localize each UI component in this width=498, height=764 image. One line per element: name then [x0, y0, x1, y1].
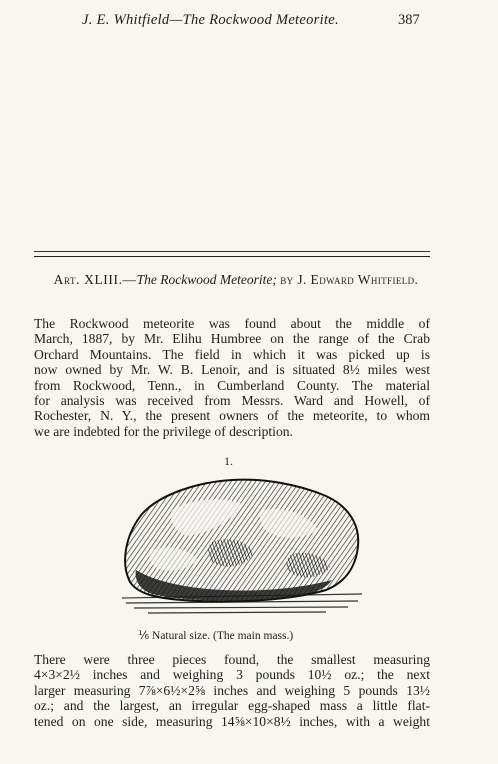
paragraph-intro	[34, 316, 430, 439]
section-rule-top	[34, 251, 430, 252]
paragraph-line: The Rockwood meteorite was found about the middle of	[34, 316, 430, 331]
paragraph-line: March, 1887, by Mr. Elihu Humbree on the range of the Crab	[34, 331, 430, 347]
paragraph-line: larger measuring 7⅞×6½×2⅝ inches and weighing 5 pounds 13½	[34, 682, 430, 698]
article-title: The Rockwood Meteorite;	[136, 272, 277, 287]
paragraph-line: from Rockwood, Tenn., in Cumberland County. The material	[34, 377, 430, 393]
paragraph-line: 4×3×2½ inches and weighing 3 pounds 10½ oz.; the next	[34, 667, 430, 683]
running-head-title: J. E. Whitfield—The Rockwood Meteorite.	[82, 12, 339, 28]
paragraph-line: There were three pieces found, the smallest measuring	[34, 652, 430, 667]
paragraph-line: Orchard Mountains. The field in which it was picked up is	[34, 346, 430, 362]
article-label: Art. XLIII.—	[53, 272, 137, 287]
figure-caption: ⅙ Natural size. (The main mass.)	[138, 630, 294, 642]
page-number: 387	[398, 12, 420, 28]
running-head	[0, 12, 498, 32]
paragraph-line: tened on one side, measuring 14⅝×10×8½ inches, with a weight	[34, 713, 430, 729]
paragraph-line: we are indebted for the privilege of description.	[34, 423, 293, 439]
paragraph-pieces	[34, 652, 430, 729]
figure-number: 1.	[224, 454, 233, 468]
paragraph-line: oz.; and the largest, an irregular egg-shaped mass a little flat-	[34, 698, 430, 714]
paragraph-line: now owned by Mr. W. B. Lenoir, and is situated 8½ miles west	[34, 362, 430, 378]
article-byline: by J. Edward Whitfield.	[280, 272, 419, 287]
section-rule-bottom	[34, 256, 430, 257]
paragraph-line: Rochester, N. Y., the present owners of the meteorite, to whom	[34, 408, 430, 424]
article-heading	[46, 271, 426, 288]
meteorite-illustration	[112, 470, 374, 620]
paragraph-line: for analysis was received from Messrs. Ward and Howell, of	[34, 393, 430, 409]
